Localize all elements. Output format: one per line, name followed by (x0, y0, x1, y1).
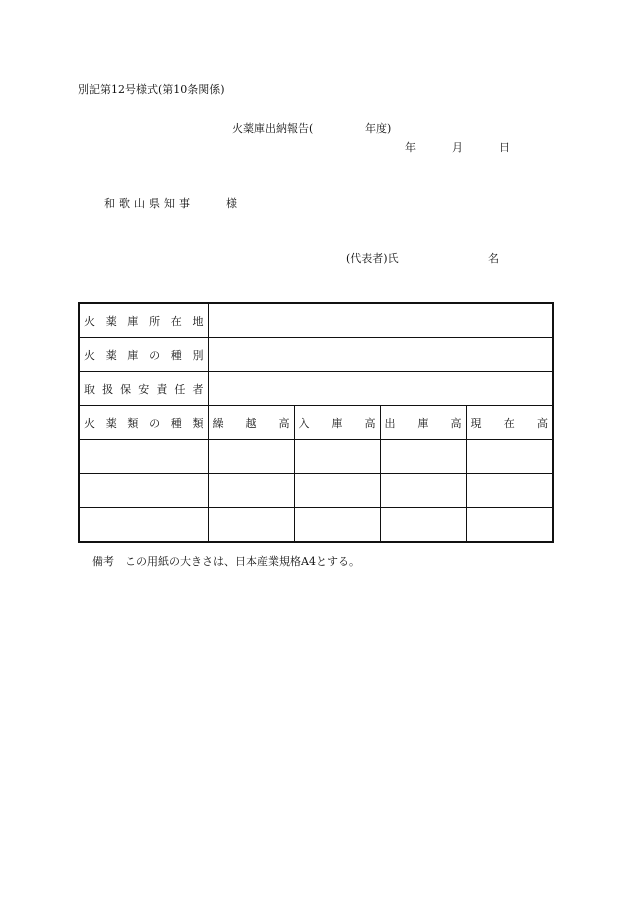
report-table (78, 302, 554, 543)
form-number: 別記第12号様式(第10条関係) (78, 83, 225, 96)
table-cell[interactable] (79, 440, 208, 474)
table-cell[interactable] (294, 474, 380, 508)
column-header-cell (208, 406, 294, 440)
table-row (79, 508, 553, 543)
table-cell[interactable] (294, 508, 380, 543)
table-cell[interactable] (79, 474, 208, 508)
table-cell[interactable] (208, 474, 294, 508)
date-year-label: 年 (405, 141, 416, 154)
column-header-row (79, 406, 553, 440)
spaced-label: 入 庫 高 (298, 416, 376, 430)
table-cell[interactable] (208, 508, 294, 543)
row-label-cell (79, 338, 208, 372)
table-cell[interactable] (466, 508, 553, 543)
table-cell[interactable] (466, 440, 553, 474)
info-row (79, 303, 553, 338)
row-value-cell[interactable] (208, 372, 553, 406)
table-cell[interactable] (380, 474, 466, 508)
addressee: 和歌山県知事 (104, 197, 194, 210)
row-value-cell[interactable] (208, 303, 553, 338)
row-label-cell (79, 372, 208, 406)
column-header-cell (466, 406, 553, 440)
table-row (79, 440, 553, 474)
row-value-cell[interactable] (208, 338, 553, 372)
table-cell[interactable] (380, 508, 466, 543)
representative-name-label: 名 (488, 252, 499, 265)
spaced-label: 現 在 高 (470, 416, 548, 430)
spaced-label: 火 薬 庫 の 種 別 (84, 348, 204, 362)
info-row (79, 372, 553, 406)
spaced-label: 出 庫 高 (384, 416, 462, 430)
column-header-cell (294, 406, 380, 440)
spaced-label: 取 扱 保 安 責 任 者 (84, 382, 204, 396)
table-cell[interactable] (294, 440, 380, 474)
column-header-cell (79, 406, 208, 440)
representative-label: (代表者)氏 (346, 252, 399, 265)
spaced-label: 繰 越 高 (212, 416, 290, 430)
date-day-label: 日 (499, 141, 510, 154)
info-row (79, 338, 553, 372)
spaced-label: 火 薬 類 の 種 類 (84, 416, 204, 430)
addressee-honorific: 様 (226, 197, 237, 210)
column-header-cell (380, 406, 466, 440)
fiscal-year-label: 年度) (365, 122, 392, 135)
report-title: 火薬庫出納報告( (232, 122, 314, 135)
table-cell[interactable] (208, 440, 294, 474)
table-cell[interactable] (380, 440, 466, 474)
table-cell[interactable] (79, 508, 208, 543)
table-cell[interactable] (466, 474, 553, 508)
row-label-cell (79, 303, 208, 338)
date-month-label: 月 (452, 141, 463, 154)
table-row (79, 474, 553, 508)
spaced-label: 火 薬 庫 所 在 地 (84, 314, 204, 328)
remarks-note: 備考 この用紙の大きさは、日本産業規格A4とする。 (92, 555, 360, 568)
